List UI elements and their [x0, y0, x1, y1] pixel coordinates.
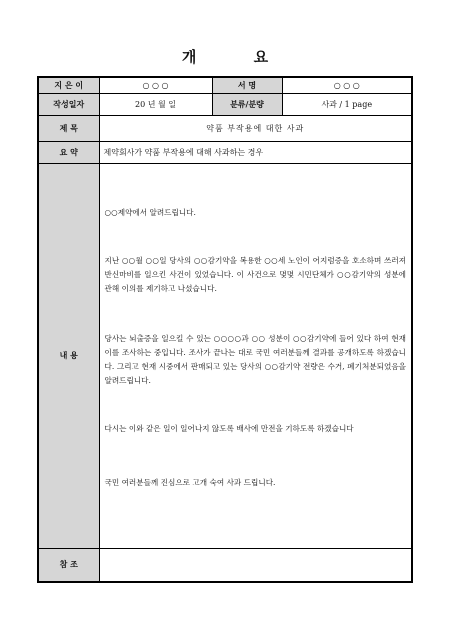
- summary-label: 요 약: [38, 141, 99, 163]
- reference-label: 참 조: [38, 548, 99, 582]
- date-value[interactable]: 20 년 월 일: [99, 93, 212, 115]
- content-paragraph-5: 국민 여러분들께 진심으로 고개 숙여 사과 드립니다.: [104, 477, 276, 487]
- summary-form-table: [37, 76, 413, 583]
- date-label: 작성일자: [38, 93, 99, 115]
- signature-label: 서 명: [212, 77, 282, 93]
- category-label: 분류/분량: [212, 93, 282, 115]
- author-label: 지 은 이: [38, 77, 99, 93]
- content-paragraph-4: 다시는 이와 같은 일이 일어나지 않도록 배사에 만전을 기하도록 하겠습니다: [104, 423, 354, 433]
- summary-value[interactable]: 제약회사가 약품 부작용에 대해 사과하는 경우: [99, 141, 412, 163]
- reference-value[interactable]: [99, 548, 412, 582]
- content-paragraph-2: 지난 ○○월 ○○일 당사의 ○○감기약을 복용한 ○○세 노인이 어지럼증을 호소하며 쓰러져 반신마비를 일으킨 사건이 있었습니다. 이 사건으로 몇몇 시민단체가 ○○감기약의 성분에 관해 이의를 제기하고 나섰습니다.: [104, 255, 406, 293]
- summary-row: [38, 141, 412, 163]
- subject-row: [38, 115, 412, 141]
- page-title: 개 요: [181, 48, 295, 66]
- content-paragraph-1: ○○제약에서 알려드립니다.: [104, 207, 196, 217]
- author-row: [38, 77, 412, 93]
- content-paragraph-3: 당사는 뇌출증을 일으킬 수 있는 ○○○○과 ○○ 성분이 ○○감기약에 들어 있다 하여 현재 이를 조사하는 중입니다. 조사가 끝나는 대로 국민 여러분들께 결과를 공개하도록 하겠습니다. 그리고 현재 시중에서 판매되고 있는 당사의 ○○감기약 전량은 수거, 폐기처분되었음을 알려드립니다.: [104, 333, 406, 385]
- category-value[interactable]: 사과 / 1 page: [282, 93, 412, 115]
- author-value[interactable]: ○ ○ ○: [99, 77, 212, 93]
- content-body: [100, 164, 412, 490]
- reference-row: [38, 548, 412, 582]
- subject-value[interactable]: 약품 부작용에 대한 사과: [99, 115, 412, 141]
- content-row: [38, 163, 412, 548]
- content-cell[interactable]: [99, 163, 412, 548]
- signature-value[interactable]: ○ ○ ○: [282, 77, 412, 93]
- subject-label: 제 목: [38, 115, 99, 141]
- content-label: 내 용: [38, 163, 99, 548]
- date-row: [38, 93, 412, 115]
